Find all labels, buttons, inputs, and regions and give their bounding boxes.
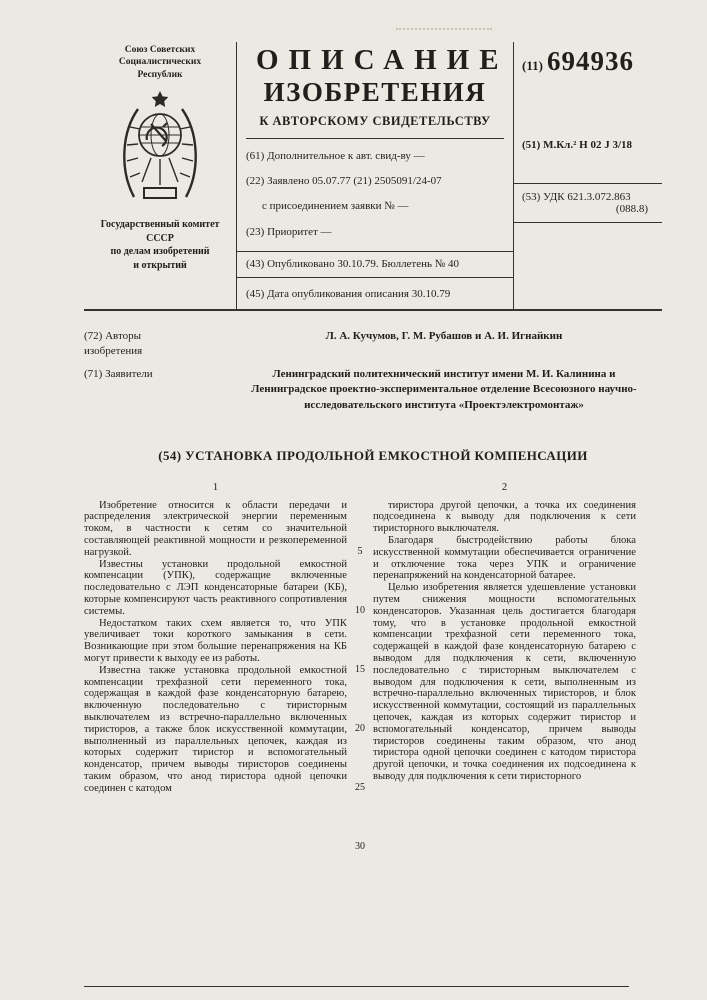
paragraph: Недостатком таких схем является то, что УПК увеличивает токи короткого замыкания в сети. Возникающие при этом большие перенапряжения на КБ могут привести к выходу ее из работы. bbox=[84, 617, 347, 664]
column-1 bbox=[84, 482, 347, 795]
paragraph: Известна также установка продольной емкостной компенсации трехфазной сети переменного тока, содержащая в каждой фазе конденсаторную батарею, включенную последовательно с тиристорным выключателем из встречно-параллельно включенных тиристоров, а также блок искусственной коммутации, выполненный из параллельных цепочек, каждая из которых содержит тиристор и вспомогательный конденсатор, причем выводы тиристоров соединены таким образом, что анод тиристора одной цепочки соединен с катодом bbox=[84, 664, 347, 794]
committee-name bbox=[88, 218, 232, 272]
paragraph: Изобретение относится к области передачи и распределения электрической энергии переменным током, в частности к сетям со значительной составляющей реактивной мощности и резкопеременной нагрузкой. bbox=[84, 499, 347, 558]
publication-number-code: (11) bbox=[522, 58, 543, 73]
field-23-priority: (23) Приоритет — bbox=[246, 225, 332, 238]
field-22-filed: (22) Заявлено 05.07.77 (21) 2505091/24-07 bbox=[246, 175, 442, 188]
authors-label-line1: (72) Авторы bbox=[84, 330, 141, 343]
udk-line1: (53) УДК 621.3.072.863 bbox=[522, 191, 631, 203]
field-61-addition: (61) Дополнительное к авт. свид-ву — bbox=[246, 150, 425, 162]
doc-type-block bbox=[236, 42, 514, 309]
line-number: 5 bbox=[357, 545, 363, 557]
doc-title-line2: ИЗОБРЕТЕНИЯ bbox=[263, 77, 487, 107]
column-1-header: 1 bbox=[212, 480, 219, 493]
authors-label-line2: изобретения bbox=[84, 344, 143, 357]
committee-line: и открытий bbox=[133, 259, 187, 271]
page-content bbox=[84, 42, 662, 852]
invention-title: (54) УСТАНОВКА ПРОДОЛЬНОЙ ЕМКОСТНОЙ КОМПЕНСАЦИИ bbox=[158, 447, 588, 463]
description-body bbox=[84, 480, 662, 852]
line-number: 20 bbox=[355, 722, 365, 734]
line-number-gutter bbox=[347, 482, 373, 852]
applicants-label: (71) Заявители bbox=[84, 367, 153, 380]
udk-line2: (088.8) bbox=[615, 203, 648, 215]
scan-artifact bbox=[396, 28, 492, 30]
field-53-udk bbox=[514, 183, 662, 223]
number-classification-block bbox=[514, 42, 662, 309]
authors-label bbox=[84, 329, 226, 359]
paragraph: Целью изобретения является удешевление установки путем снижения мощности вспомогательных конденсаторов. Указанная цель достигается благодаря тому, что в установке продольной емкостной компенсации трехфазной сети переменного тока, содержащей в каждой фазе конденсаторную батарею с выводом для подключения к сети, включенную последовательно с тиристорным выключателем с выводом для подключения к сети, выполненным из встречно-параллельно включенных тиристоров, и блок искусственной коммутации, состоящий из параллельных цепочек, каждая из которых содержит тиристор и вспомогательный конденсатор, причем выводы тиристоров соединены таким образом, что анод тиристора одной цепочки соединен с катодом тиристора другой цепочки, и точка соединения их подсоединена к выводу для подключения к сети тиристорного bbox=[373, 582, 636, 782]
union-line: Союз Советских bbox=[124, 45, 196, 55]
paragraph: тиристора другой цепочки, а точка их соединения подсоединена к выводу для подключения к сети тиристорного выключателя. bbox=[373, 499, 636, 535]
field-43-published: (43) Опубликовано 30.10.79. Бюллетень № 40 bbox=[237, 251, 513, 278]
field-51-mkl: (51) М.Кл.² Н 02 J 3/18 bbox=[522, 139, 633, 151]
issuer-block bbox=[84, 42, 236, 309]
ussr-emblem-icon bbox=[88, 89, 232, 212]
doc-title-line1: ОПИСАНИЕ bbox=[256, 44, 509, 76]
publication-number bbox=[522, 46, 662, 77]
committee-line: Государственный комитет bbox=[100, 219, 220, 231]
line-number: 10 bbox=[355, 604, 365, 616]
line-number: 30 bbox=[355, 840, 365, 852]
column-2-header: 2 bbox=[501, 480, 508, 493]
field-joined-application: с присоединением заявки № — bbox=[262, 200, 409, 213]
authors-names: Л. А. Кучумов, Г. М. Рубашов и А. И. Игнайкин bbox=[325, 330, 563, 343]
committee-line: СССР bbox=[146, 232, 174, 244]
applicants-row bbox=[84, 367, 662, 413]
line-number: 15 bbox=[355, 663, 365, 675]
committee-line: по делам изобретений bbox=[110, 246, 210, 258]
union-line: Социалистических bbox=[118, 57, 202, 68]
paragraph: Известны установки продольной емкостной компенсации (УПК), содержащие включенные последовательно с ЛЭП конденсаторные батареи (КБ), которые компенсируют часть реактивного сопротивления системы. bbox=[84, 558, 347, 617]
line-number: 25 bbox=[355, 781, 365, 793]
publication-number-value: 694936 bbox=[546, 46, 634, 76]
bibliographic-fields bbox=[246, 150, 504, 301]
column-2 bbox=[373, 482, 636, 795]
authors-row bbox=[84, 329, 662, 359]
union-name bbox=[88, 44, 232, 81]
applicants-names: Ленинградский политехнический институт имени М. И. Калинина и Ленинградское проектно-экспериментальное отделение Всесоюзного научно-исследовательского института «Проектэлектромонтаж» bbox=[251, 367, 637, 411]
byline-section bbox=[84, 311, 662, 421]
paragraph: Благодаря быстродействию работы блока искусственной коммутации обеспечивается ограничение и отключение тока через УПК и ограничение перенапряжений на конденсаторной батарее. bbox=[373, 535, 636, 582]
union-line: Республик bbox=[137, 69, 183, 80]
footer-rule bbox=[84, 986, 629, 987]
field-45-description-date: (45) Дата опубликования описания 30.10.79 bbox=[246, 287, 451, 300]
document-header bbox=[84, 42, 662, 311]
doc-subtitle: К АВТОРСКОМУ СВИДЕТЕЛЬСТВУ bbox=[246, 108, 504, 139]
